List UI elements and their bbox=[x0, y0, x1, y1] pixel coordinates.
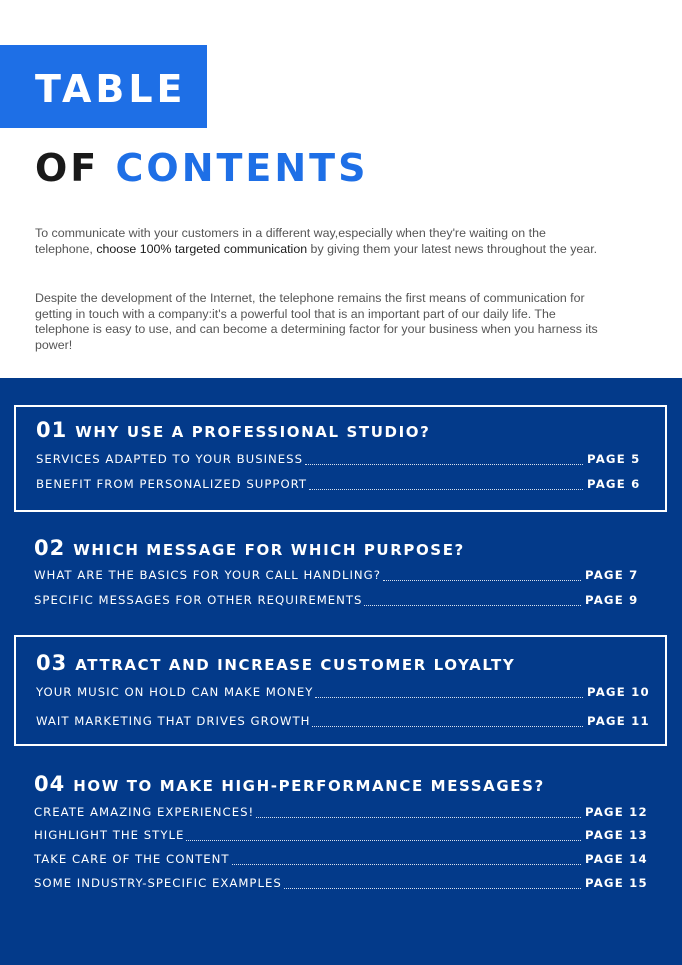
section-title: HOW TO MAKE HIGH-PERFORMANCE MESSAGES? bbox=[73, 777, 545, 795]
entry-label: YOUR MUSIC ON HOLD CAN MAKE MONEY bbox=[36, 685, 314, 699]
section-heading bbox=[36, 651, 515, 675]
entry-label: TAKE CARE OF THE CONTENT bbox=[34, 852, 230, 866]
dot-leader bbox=[312, 726, 583, 727]
entry-page: PAGE 12 bbox=[585, 805, 648, 819]
dot-leader bbox=[186, 840, 581, 841]
section-heading bbox=[34, 536, 465, 560]
entry-page: PAGE 11 bbox=[587, 714, 650, 728]
table-of-contents bbox=[0, 378, 682, 965]
entry-page: PAGE 13 bbox=[585, 828, 648, 842]
entry-page: PAGE 15 bbox=[585, 876, 648, 890]
intro-text: by giving them your latest news throughout the year. bbox=[307, 241, 598, 256]
dot-leader bbox=[305, 464, 583, 465]
entry-label: SPECIFIC MESSAGES FOR OTHER REQUIREMENTS bbox=[34, 593, 363, 607]
entry-page: PAGE 9 bbox=[585, 593, 639, 607]
section-heading bbox=[34, 772, 545, 796]
dot-leader bbox=[383, 580, 581, 581]
toc-entry[interactable] bbox=[36, 685, 649, 701]
entry-label: HIGHLIGHT THE STYLE bbox=[34, 828, 185, 842]
entry-page: PAGE 6 bbox=[587, 477, 641, 491]
intro-text: To communicate with your customers in a different way,especially when they're waiting on the telephone, bbox=[35, 226, 546, 256]
dot-leader bbox=[315, 697, 583, 698]
toc-section-04 bbox=[14, 760, 667, 900]
entry-label: SOME INDUSTRY-SPECIFIC EXAMPLES bbox=[34, 876, 282, 890]
entry-label: BENEFIT FROM PERSONALIZED SUPPORT bbox=[36, 477, 308, 491]
toc-entry[interactable] bbox=[36, 477, 649, 493]
subtitle-prefix: OF bbox=[35, 146, 116, 190]
toc-entry[interactable] bbox=[34, 805, 647, 821]
section-number: 02 bbox=[34, 536, 66, 560]
entry-label: WAIT MARKETING THAT DRIVES GROWTH bbox=[36, 714, 311, 728]
toc-entry[interactable] bbox=[34, 568, 647, 584]
intro-paragraph-1 bbox=[35, 226, 605, 257]
page-title: TABLE bbox=[35, 67, 187, 111]
toc-section-02 bbox=[14, 524, 667, 624]
title-banner bbox=[0, 45, 207, 128]
toc-entry[interactable] bbox=[34, 876, 647, 892]
entry-page: PAGE 5 bbox=[587, 452, 641, 466]
toc-section-03 bbox=[14, 635, 667, 746]
dot-leader bbox=[232, 864, 581, 865]
entry-label: CREATE AMAZING EXPERIENCES! bbox=[34, 805, 255, 819]
toc-entry[interactable] bbox=[34, 852, 647, 868]
section-number: 01 bbox=[36, 418, 68, 442]
toc-section-01 bbox=[14, 405, 667, 512]
section-number: 04 bbox=[34, 772, 66, 796]
page-subtitle bbox=[35, 146, 368, 190]
entry-page: PAGE 10 bbox=[587, 685, 650, 699]
section-heading bbox=[36, 418, 430, 442]
dot-leader bbox=[256, 817, 581, 818]
entry-label: WHAT ARE THE BASICS FOR YOUR CALL HANDLING? bbox=[34, 568, 381, 582]
entry-page: PAGE 7 bbox=[585, 568, 639, 582]
toc-entry[interactable] bbox=[34, 828, 647, 844]
section-title: ATTRACT AND INCREASE CUSTOMER LOYALTY bbox=[75, 656, 516, 674]
section-title: WHICH MESSAGE FOR WHICH PURPOSE? bbox=[73, 541, 465, 559]
toc-entry[interactable] bbox=[36, 452, 649, 468]
intro-highlight: choose 100% targeted communication bbox=[96, 241, 308, 256]
section-number: 03 bbox=[36, 651, 68, 675]
dot-leader bbox=[284, 888, 581, 889]
subtitle-accent: CONTENTS bbox=[115, 146, 369, 190]
dot-leader bbox=[309, 489, 583, 490]
dot-leader bbox=[364, 605, 581, 606]
intro-paragraph-2: Despite the development of the Internet, the telephone remains the first means of communication for getting in touch with a company:it's a powerful tool that is an important part of our daily life. The telephone is easy to use, and can become a determining factor for your business when you harness its power! bbox=[35, 291, 598, 352]
toc-entry[interactable] bbox=[36, 714, 649, 730]
entry-page: PAGE 14 bbox=[585, 852, 648, 866]
section-title: WHY USE A PROFESSIONAL STUDIO? bbox=[75, 423, 431, 441]
entry-label: SERVICES ADAPTED TO YOUR BUSINESS bbox=[36, 452, 304, 466]
toc-entry[interactable] bbox=[34, 593, 647, 609]
